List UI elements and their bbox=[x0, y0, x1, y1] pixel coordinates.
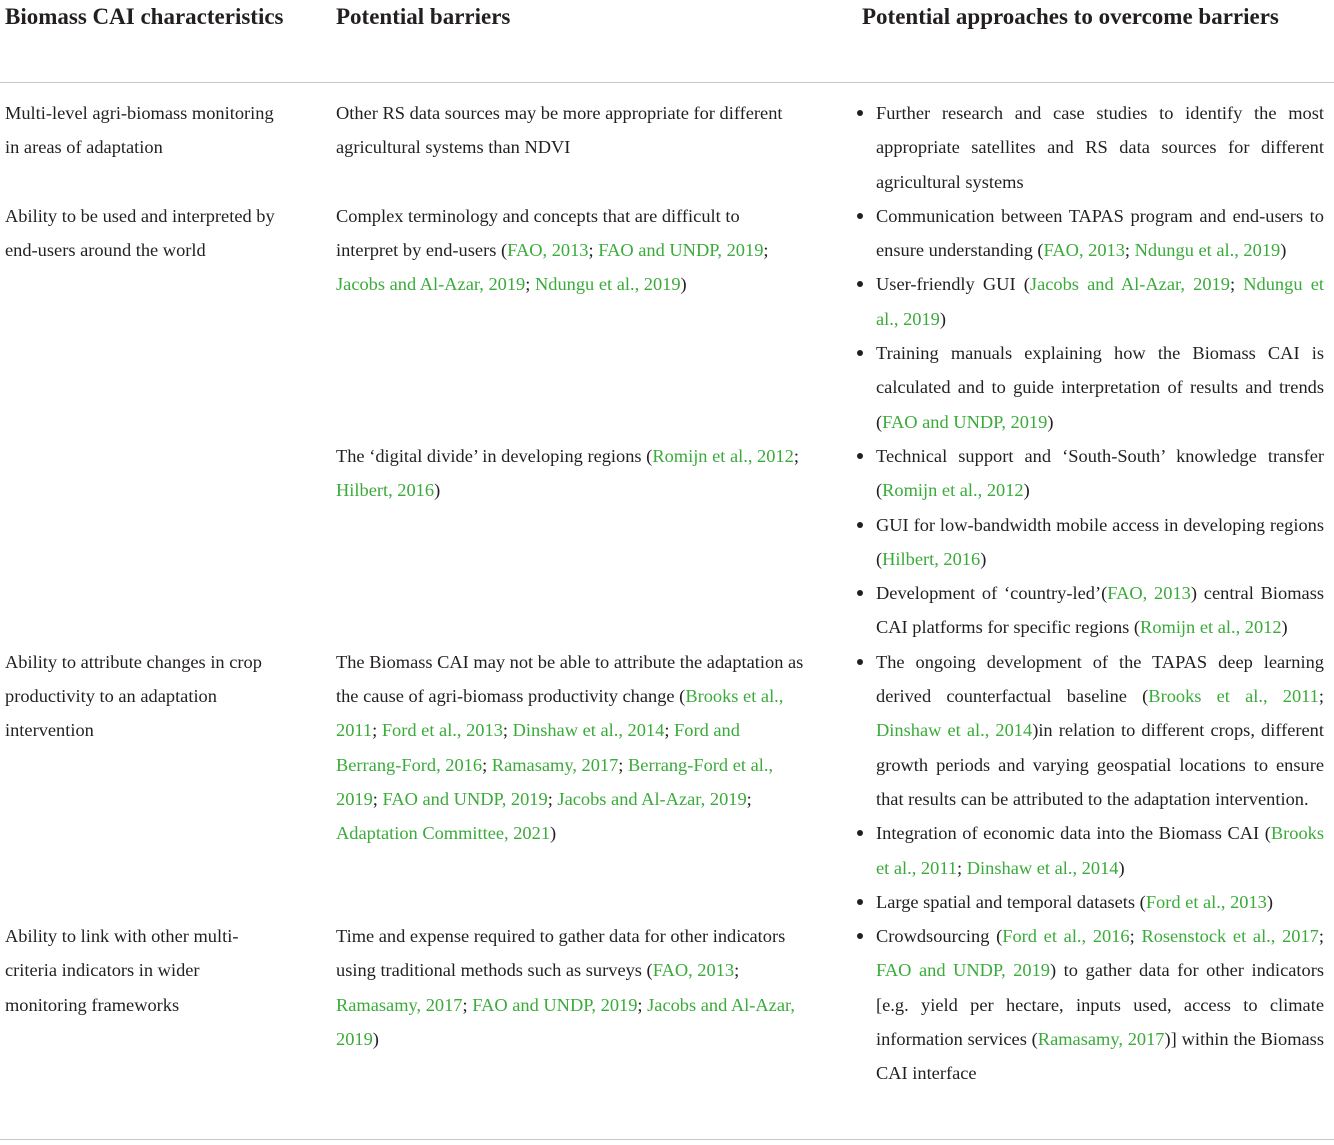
text-run: ; bbox=[793, 445, 799, 466]
text-run: ; bbox=[1124, 240, 1135, 261]
text-run: Development of ‘country-led’( bbox=[876, 583, 1108, 604]
header-approaches: Potential approaches to overcome barriers bbox=[862, 4, 1279, 29]
barrier-text bbox=[336, 439, 806, 508]
citation-link[interactable]: Jacobs and Al-Azar, 2019 bbox=[336, 994, 795, 1050]
characteristic-text: Ability to link with other multi-criteria indicators in wider monitoring frameworks bbox=[5, 926, 239, 1015]
citation-link[interactable]: Ramasamy, 2017 bbox=[1037, 1029, 1165, 1050]
text-run: ; bbox=[372, 720, 382, 741]
barrier-cell bbox=[331, 645, 857, 851]
header-barriers: Potential barriers bbox=[336, 4, 511, 29]
citation-link[interactable]: Dinshaw et al., 2014 bbox=[512, 720, 665, 741]
text-run: ; bbox=[462, 994, 473, 1015]
citation-link[interactable]: Ford et al., 2016 bbox=[1002, 926, 1130, 947]
characteristic-text: Ability to attribute changes in crop productivity to an adaptation intervention bbox=[5, 651, 262, 741]
text-run: ) bbox=[1047, 411, 1054, 432]
text-run: Integration of economic data into the Biomass CAI ( bbox=[876, 823, 1271, 844]
bullet-icon bbox=[857, 213, 863, 219]
text-run: Training manuals explaining how the Biomass CAI is calculated and to guide interpretation of results and trends ( bbox=[876, 343, 1324, 432]
text-run: ; bbox=[1229, 274, 1244, 295]
citation-link[interactable]: FAO and UNDP, 2019 bbox=[598, 240, 764, 261]
citation-link[interactable]: FAO and UNDP, 2019 bbox=[472, 994, 638, 1015]
text-run: Complex terminology and concepts that are difficult to interpret by end-users ( bbox=[336, 205, 740, 261]
sub-row bbox=[331, 439, 1334, 645]
bullet-icon bbox=[857, 830, 863, 836]
sub-row bbox=[331, 199, 1334, 439]
text-run: ; bbox=[734, 960, 740, 981]
text-run: GUI for low-bandwidth mobile access in developing regions ( bbox=[876, 514, 1324, 569]
citation-link[interactable]: Ramasamy, 2017 bbox=[491, 754, 619, 775]
approaches-list bbox=[857, 645, 1334, 919]
approach-item bbox=[857, 439, 1324, 508]
text-run: Large spatial and temporal datasets ( bbox=[876, 891, 1146, 912]
citation-link[interactable]: Jacobs and Al-Azar, 2019 bbox=[336, 274, 526, 295]
approach-item bbox=[857, 816, 1324, 885]
bullet-icon bbox=[857, 522, 863, 528]
approaches-list bbox=[857, 919, 1334, 1090]
text-run: ; bbox=[957, 857, 967, 878]
barrier-text bbox=[336, 919, 806, 1056]
bullet-icon bbox=[857, 281, 863, 287]
text-run: ; bbox=[1318, 926, 1324, 947]
approach-item bbox=[857, 576, 1324, 645]
citation-link[interactable]: FAO and UNDP, 2019 bbox=[382, 788, 548, 809]
approaches-cell bbox=[857, 919, 1334, 1090]
citation-link[interactable]: Berrang-Ford et al., 2019 bbox=[336, 754, 774, 809]
text-run: )] within the Biomass CAI interface bbox=[876, 1029, 1324, 1084]
characteristic-cell bbox=[0, 645, 331, 748]
approaches-cell bbox=[857, 96, 1334, 199]
citation-link[interactable]: Hilbert, 2016 bbox=[336, 480, 435, 501]
text-run: ) to gather data for other indicators [e.g. yield per hectare, inputs used, access to climate information services ( bbox=[876, 960, 1324, 1050]
barrier-text bbox=[336, 199, 806, 302]
bullet-icon bbox=[857, 350, 863, 356]
bottom-rule bbox=[0, 1139, 1334, 1140]
citation-link[interactable]: Ndungu et al., 2019 bbox=[876, 274, 1324, 329]
text-run: ) bbox=[1280, 240, 1287, 261]
barrier-cell bbox=[331, 919, 857, 1056]
text-run: ; bbox=[763, 240, 769, 261]
text-run: Communication between TAPAS program and end-users to ensure understanding ( bbox=[876, 205, 1324, 261]
text-run: ) bbox=[980, 548, 987, 569]
text-run: Technical support and ‘South-South’ knowledge transfer ( bbox=[876, 445, 1324, 501]
characteristic-cell bbox=[0, 96, 331, 165]
text-run: Further research and case studies to identify the most appropriate satellites and RS data sources for different agricultural systems bbox=[876, 103, 1324, 192]
approaches-cell bbox=[857, 439, 1334, 645]
table-row bbox=[0, 96, 1334, 199]
citation-link[interactable]: FAO, 2013 bbox=[507, 240, 589, 261]
approaches-list bbox=[857, 439, 1334, 645]
approaches-cell bbox=[857, 645, 1334, 919]
text-run: ) bbox=[680, 274, 687, 295]
citation-link[interactable]: Dinshaw et al., 2014 bbox=[966, 857, 1119, 878]
bullet-icon bbox=[857, 933, 863, 939]
table-body bbox=[0, 96, 1334, 1091]
text-run: Other RS data sources may be more appropriate for different agricultural systems than NDVI bbox=[336, 103, 783, 158]
text-run: ; bbox=[502, 720, 513, 741]
citation-link[interactable]: Dinshaw et al., 2014 bbox=[876, 720, 1033, 741]
row-details bbox=[331, 919, 1334, 1090]
text-run: ) bbox=[1266, 891, 1273, 912]
text-run: ) central Biomass CAI platforms for specific regions ( bbox=[876, 583, 1325, 638]
citation-link[interactable]: Brooks et al., 2011 bbox=[876, 823, 1324, 878]
citation-link[interactable]: Ndungu et al., 2019 bbox=[1134, 240, 1281, 261]
text-run: ) bbox=[1281, 617, 1288, 638]
text-run: ; bbox=[1318, 686, 1324, 707]
approach-item bbox=[857, 919, 1324, 1090]
text-run: ; bbox=[637, 994, 648, 1015]
approaches-list bbox=[857, 96, 1334, 199]
citation-link[interactable]: Ford and Berrang-Ford, 2016 bbox=[336, 720, 740, 775]
barrier-cell bbox=[331, 96, 857, 165]
characteristic-text: Ability to be used and interpreted by end-users around the world bbox=[5, 205, 275, 261]
text-run: ; bbox=[547, 788, 558, 809]
text-run: Crowdsourcing ( bbox=[876, 926, 1003, 947]
approach-item bbox=[857, 199, 1324, 268]
text-run: User-friendly GUI ( bbox=[876, 274, 1030, 295]
approach-item bbox=[857, 645, 1324, 816]
characteristic-text: Multi-level agri-biomass monitoring in areas of adaptation bbox=[5, 103, 274, 158]
table-row bbox=[0, 645, 1334, 919]
text-run: Time and expense required to gather data for other indicators using traditional methods such as surveys ( bbox=[336, 926, 786, 981]
approach-item bbox=[857, 885, 1324, 919]
barrier-cell bbox=[331, 439, 857, 508]
table-row bbox=[0, 199, 1334, 645]
citation-link[interactable]: FAO, 2013 bbox=[1107, 583, 1191, 604]
sub-row bbox=[331, 96, 1334, 199]
citation-link[interactable]: Romijn et al., 2012 bbox=[652, 445, 794, 466]
citation-link[interactable]: Brooks et al., 2011 bbox=[336, 686, 784, 741]
approaches-list bbox=[857, 199, 1334, 439]
citation-link[interactable]: Ford et al., 2013 bbox=[1145, 891, 1267, 912]
row-details bbox=[331, 96, 1334, 199]
citation-link[interactable]: Romijn et al., 2012 bbox=[882, 480, 1024, 501]
row-details bbox=[331, 645, 1334, 919]
text-run: )in relation to different crops, different growth periods and varying geospatial locations to ensure that results can be attributed to the adaptation intervention. bbox=[876, 720, 1324, 809]
citation-link[interactable]: Jacobs and Al-Azar, 2019 bbox=[1029, 274, 1230, 295]
citation-link[interactable]: Jacobs and Al-Azar, 2019 bbox=[557, 788, 747, 809]
header-characteristics: Biomass CAI characteristics bbox=[5, 4, 284, 29]
text-run: ; bbox=[482, 754, 492, 775]
text-run: The Biomass CAI may not be able to attribute the adaptation as the cause of agri-biomass productivity change ( bbox=[336, 651, 804, 707]
bullet-icon bbox=[857, 110, 863, 116]
text-run: ; bbox=[618, 754, 629, 775]
citation-link[interactable]: Adaptation Committee, 2021 bbox=[336, 823, 551, 844]
citation-link[interactable]: Hilbert, 2016 bbox=[882, 548, 981, 569]
approaches-cell bbox=[857, 199, 1334, 439]
text-run: ; bbox=[372, 788, 383, 809]
text-run: ) bbox=[372, 1029, 379, 1050]
citation-link[interactable]: Rosenstock et al., 2017 bbox=[1141, 926, 1319, 947]
citation-link[interactable]: Ford et al., 2013 bbox=[381, 720, 503, 741]
barrier-cell bbox=[331, 199, 857, 302]
text-run: ) bbox=[434, 480, 441, 501]
row-details bbox=[331, 199, 1334, 645]
text-run: The ‘digital divide’ in developing regions ( bbox=[336, 445, 653, 466]
citation-link[interactable]: Ndungu et al., 2019 bbox=[534, 274, 681, 295]
citation-link[interactable]: Romijn et al., 2012 bbox=[1140, 617, 1282, 638]
citation-link[interactable]: FAO, 2013 bbox=[652, 960, 735, 981]
text-run: The ongoing development of the TAPAS deep learning derived counterfactual baseline ( bbox=[876, 651, 1324, 707]
text-run: ) bbox=[550, 823, 557, 844]
citation-link[interactable]: FAO, 2013 bbox=[1043, 240, 1125, 261]
text-run: ; bbox=[588, 240, 599, 261]
bullet-icon bbox=[857, 453, 863, 459]
barrier-text bbox=[336, 96, 806, 165]
barrier-text bbox=[336, 645, 806, 851]
table-row bbox=[0, 919, 1334, 1090]
characteristic-cell bbox=[0, 919, 331, 1022]
sub-row bbox=[331, 919, 1334, 1090]
approach-item bbox=[857, 96, 1324, 199]
text-run: ; bbox=[664, 720, 675, 741]
text-run: ) bbox=[939, 308, 946, 329]
approach-item bbox=[857, 336, 1324, 439]
approach-item bbox=[857, 267, 1324, 336]
text-run: ) bbox=[1023, 480, 1030, 501]
citation-link[interactable]: Brooks et al., 2011 bbox=[1148, 686, 1319, 707]
bullet-icon bbox=[857, 590, 863, 596]
characteristic-cell bbox=[0, 199, 331, 268]
text-run: ; bbox=[525, 274, 535, 295]
sub-row bbox=[331, 645, 1334, 919]
text-run: ; bbox=[1129, 926, 1142, 947]
text-run: ; bbox=[746, 788, 752, 809]
bullet-icon bbox=[857, 659, 863, 665]
citation-link[interactable]: FAO and UNDP, 2019 bbox=[876, 960, 1050, 981]
table-header bbox=[0, 0, 1334, 83]
approach-item bbox=[857, 508, 1324, 577]
text-run: ) bbox=[1118, 857, 1125, 878]
citation-link[interactable]: FAO and UNDP, 2019 bbox=[882, 411, 1048, 432]
bullet-icon bbox=[857, 899, 863, 905]
citation-link[interactable]: Ramasamy, 2017 bbox=[336, 994, 463, 1015]
